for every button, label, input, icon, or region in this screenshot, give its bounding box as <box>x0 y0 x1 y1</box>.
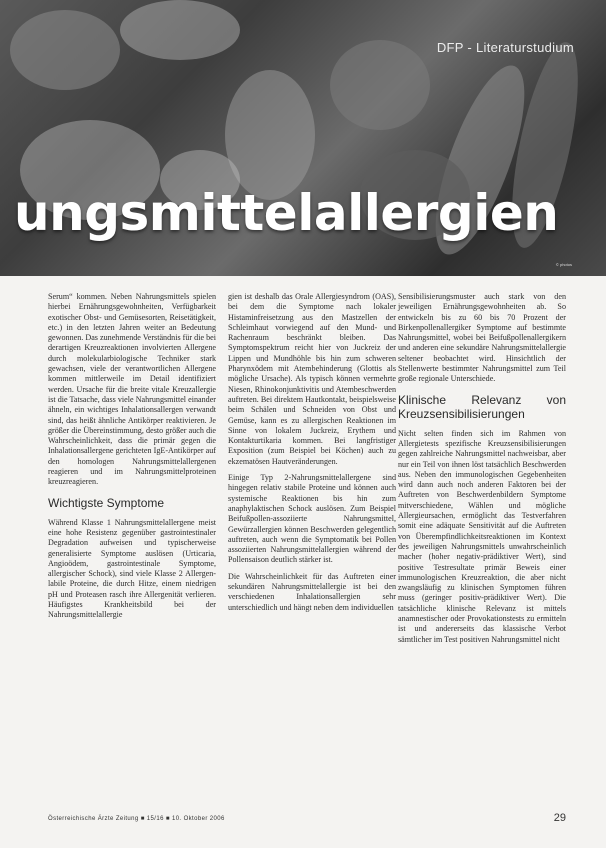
vegetable-shape <box>330 40 430 130</box>
article-title: ungsmittelallergien <box>14 184 559 242</box>
page-number: 29 <box>553 812 566 824</box>
paragraph: Während Klasse 1 Nahrungsmittelallergene meist eine hohe Resistenz gegenüber gastrointestinaler Degradation aufweisen und typischerweise generalisierte Symptome auslösen (Urticaria, Angioödem, gastrointestinale Symptome, allergischer Schock), sind viele Klasse 2 Allergen-labile Proteine, die durch Hitze, einem niedrigen pH und Proteasen rasch ihre Allergenität verlieren. Häufigstes Krankheitsbild bei der Nahrungsmittelallergie <box>48 517 216 620</box>
section-label: DFP - Literaturstudium <box>436 40 574 55</box>
journal-footer: Österreichische Ärzte Zeitung ■ 15/16 ■ 10. Oktober 2006 <box>48 816 225 822</box>
paragraph: gien ist deshalb das Orale Allergiesyndrom (OAS), bei dem die Symptome nach lokaler Histaminfreisetzung aus den Mastzellen der Schleimhaut vorwiegend auf den Mund- und Rachenraum beschränkt bleiben. Das Symptomspektrum reicht hier von Juckreiz der Lippen und Mundhöhle bis hin zum schweren Pharynxödem mit Atembehinderung (Glottis als mögliche Ursache). Als typisch können vermehrte Niesen, Rhinokonjunktivitis und Atembeschwerden auftreten. Bei direktem Hautkontakt, beispielsweise beim Schälen und Schneiden von Obst und Gemüse, kann es zu allergischen Reaktionen im Sinne von lokalem Juckreiz, Erythem und Kontakturtikaria kommen. Bei langfristiger Exposition (zum Beispiel bei Köchen) auch zu ekzematösen Hautveränderungen. <box>228 292 396 466</box>
vegetable-shape <box>10 10 120 90</box>
section-heading-relevance: Klinische Relevanz von Kreuzsensibilisierungen <box>398 392 566 421</box>
text-column-1 <box>48 292 216 627</box>
text-column-2 <box>228 292 396 619</box>
paragraph: Serum“ kommen. Neben Nahrungsmittels spielen hierbei Ernährungsgewohnheiten, Verfügbarkeit exotischer Obst- und Gemüsesorten, Reisetätigkeit, etc.) in den letzten Jahren weiter an Bedeutung gewonnen. Das zunehmende Verständnis für die bei derartigen Kreuzreaktionen involvierten Allergene durch molekularbiologische Techniker stark gewachsen, viele der verantwortlichen Allergene kommen mittlerweile im Detail identifiziert werden. Ursache für die breite vitale Kreuzallergie ist die Tatsache, dass viele Nahrungsmittel einander ähneln, ein wichtiges Inhalationsallergen verwandt sind, das heißt ähnliche Antikörper reaktivieren. Je größer die Übereinstimmung, desto größer auch die Wahrscheinlichkeit, dass die primär gegen die Inhalationsallergene gerichteten IgE-Antikörper auf den homologen Nahrungsmittelallergenen reagieren und im Nahrungsmittelproteinen kreuzreagieren. <box>48 292 216 487</box>
photo-credit: © photos <box>555 262 572 267</box>
paragraph: Sensibilisierungsmuster auch stark von den jeweiligen Ernährungsgewohnheiten ab. So entwickeln bis zu 60 bis 70 Prozent der Birkenpollenallergiker Symptome auf bestimmte Nahrungsmittel, wobei bei Beifußpollenallergikern und anderen eine sekundäre Nahrungsmittelallergie seltener beobachtet wird. Hinsichtlich der Stellenwerte bestimmter Nahrungsmittel zum Teil große regionale Unterschiede. <box>398 292 566 384</box>
section-heading-symptoms: Wichtigste Symptome <box>48 495 165 510</box>
paragraph: Einige Typ 2-Nahrungsmittelallergene sind hingegen relativ stabile Proteine und können auch systemische Reaktionen bis hin zum anaphylaktischen Schock auslösen. Zum Beispiel Beifußpollen-assoziierte Nahrungsmittel, Gewürzallergien können Beschwerden gelegentlich auftreten, auch wenn die Symptomatik bei Pollen assoziierten Nahrungsmittelallergien während der Pollensaison deutlich stärker ist. <box>228 473 396 565</box>
header-photo <box>0 0 606 276</box>
text-column-3 <box>398 292 566 651</box>
paragraph: Die Wahrscheinlichkeit für das Auftreten einer sekundären Nahrungsmittelallergie ist bei den verschiedenen Inhalationsallergien sehr unterschiedlich und hängt neben dem individuellen <box>228 571 396 612</box>
paragraph: Nicht selten finden sich im Rahmen von Allergietests spezifische Kreuzsensibilisierungen gegen zahlreiche Nahrungsmittel nachweisbar, aber nur ein Teil von ihnen löst tatsächlich Beschwerden aus. Neben den immunologischen Gegebenheiten wird dann auch noch anderen Faktoren bei der Auftreten von Beschwerdenbildern Symptome mitverschiedene, Wählen und mögliche Allergieursachen, ermöglicht das Testverfahren somit eine adäquate Sensitivität auf die Auftreten von Überempfindlichkeitsreaktionen im Kontext des jeweiligen Nahrungsmittels unwahrscheinlich macher (hoher negativ-prädiktiver Wert), sind positive Testresultate primär Beweis einer immunologischen Kreuzreaktion, die aber nicht zwangsläufig zu klinischen Symptomen führen muss (geringer positiv-prädiktiver Wert). Die tatsächliche klinische Relevanz ist mittels anamnestischer oder Provokationstests zu ermitteln ist und andererseits das klassische Verbot sämtlicher im Test positiven Nahrungsmittel nicht <box>398 428 566 644</box>
vegetable-shape <box>120 0 240 60</box>
